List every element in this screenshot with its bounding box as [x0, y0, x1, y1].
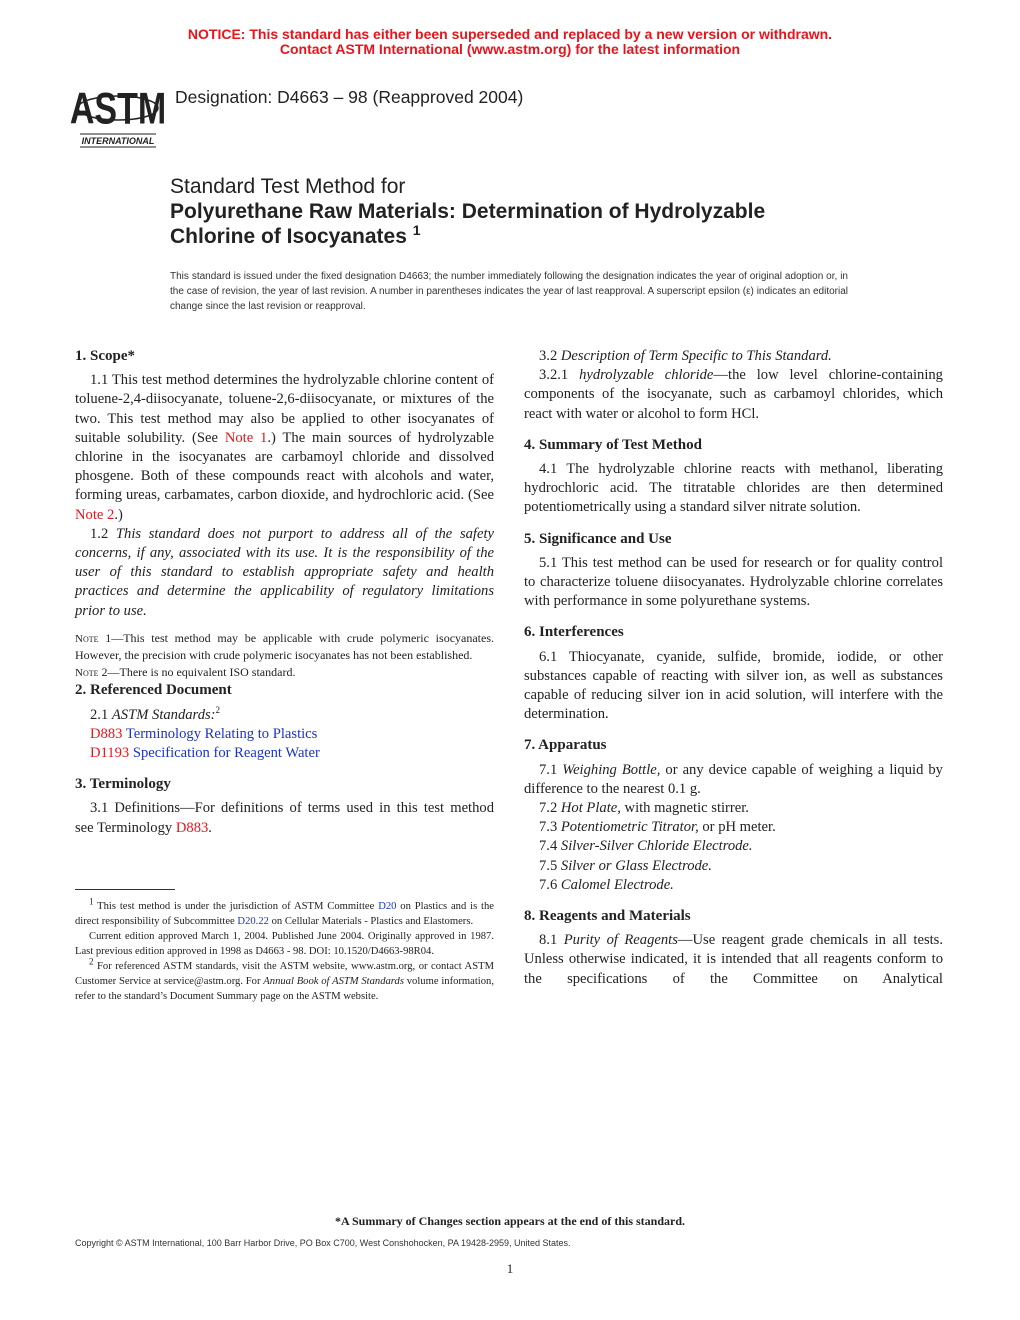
footnote-ref: 1	[89, 896, 94, 907]
reference-link[interactable]: Note 1	[224, 429, 268, 446]
paragraph	[524, 931, 943, 989]
text-segment: 2—There is no equivalent ISO standard.	[98, 664, 296, 679]
text-segment: 4. Summary of Test Method	[524, 436, 702, 453]
text-segment: 5.1 This test method can be used for research or for quality control to characterize toluene diisocyanates. Hydrolyzable chlorine correlates with performance in some polyurethane systems.	[524, 554, 943, 610]
text-segment: 3.1 Definitions—For definitions of terms used in this test method see Terminology	[75, 800, 494, 836]
title-line-1: Standard Test Method for	[170, 175, 406, 198]
reference-link[interactable]: D20	[378, 901, 397, 912]
paragraph	[524, 648, 943, 725]
logo-letters: ASTM	[69, 84, 167, 134]
text-segment: 7.3	[539, 819, 561, 836]
note	[75, 630, 494, 664]
text-segment: Description of Term Specific to This Standard.	[560, 348, 832, 364]
text-segment: 7.2	[539, 800, 561, 817]
footnote-ref: 2	[215, 704, 221, 715]
document-title	[170, 174, 765, 249]
text-segment: .)	[114, 506, 123, 523]
text-segment: Note	[75, 666, 99, 679]
text-segment: 8.1	[539, 932, 564, 949]
text-segment: Note	[75, 632, 99, 645]
text-segment: .	[208, 819, 212, 836]
text-segment: 1—This test method may be applicable with crude polymeric isocyanates. However, the precision with crude polymeric isocyanates has not been established.	[75, 630, 494, 663]
section-heading	[524, 436, 943, 455]
text-segment: 3.2	[539, 348, 561, 364]
copyright: Copyright © ASTM International, 100 Barr Harbor Drive, PO Box C700, West Conshohocken, PA 19428-2959, United States.	[75, 1238, 571, 1248]
left-column	[75, 347, 494, 838]
text-segment: on Plastics and is the direct responsibility of Subcommittee	[75, 901, 494, 927]
text-segment: 7.6	[539, 876, 561, 893]
text-segment: 7. Apparatus	[524, 737, 607, 754]
footnote-divider	[75, 889, 175, 890]
text-segment: 7.4	[539, 838, 561, 855]
text-segment: hydrolyzable chloride	[579, 367, 714, 384]
text-segment: 6. Interferences	[524, 624, 624, 641]
text-segment: 2. Referenced Document	[75, 682, 232, 699]
note	[75, 664, 494, 682]
reference-link[interactable]: D883	[175, 819, 209, 836]
reference-link[interactable]: Note 2	[75, 506, 115, 523]
text-segment: Calomel Electrode.	[560, 876, 674, 893]
paragraph	[524, 799, 943, 818]
reference-link[interactable]: D20.22	[237, 916, 269, 927]
text-segment: 7.5	[539, 857, 561, 874]
paragraph	[75, 371, 494, 525]
text-segment: on Cellular Materials - Plastics and Elastomers.	[268, 916, 474, 927]
text-segment: with magnetic stirrer.	[620, 800, 749, 817]
right-column	[524, 347, 943, 989]
reference-link[interactable]: D1193	[90, 744, 130, 761]
paragraph	[524, 347, 943, 366]
text-segment: Weighing Bottle,	[562, 761, 661, 778]
reference-link[interactable]: Specification for Reagent Water	[132, 744, 320, 761]
section-heading	[524, 623, 943, 642]
designation: Designation: D4663 – 98 (Reapproved 2004)	[175, 87, 524, 107]
text-segment: 6.1 Thiocyanate, cyanide, sulfide, bromide, iodide, or other substances capable of reacting with silver ion, as well as substances capable of reducing silver ion in acid solution, will interfere with the determination.	[524, 648, 943, 723]
text-segment: This test method is under the jurisdiction of ASTM Committee	[93, 901, 379, 912]
footnote-ref: 2	[89, 956, 94, 967]
paragraph	[75, 799, 494, 837]
text-segment: 4.1 The hydrolyzable chlorine reacts with methanol, liberating hydrochloric acid. The titratable chlorides are then determined potentiometrically using a standard silver nitrate solution.	[524, 461, 943, 516]
paragraph	[524, 837, 943, 856]
title-line-2: Polyurethane Raw Materials: Determination of Hydrolyzable	[170, 200, 766, 223]
text-segment: volume information, refer to the standard’s Document Summary page on the ASTM website.	[75, 976, 494, 1002]
paragraph	[524, 857, 943, 876]
page-number: 1	[506, 1261, 514, 1276]
text-segment: 8. Reagents and Materials	[524, 908, 691, 925]
paragraph	[75, 956, 494, 1004]
notice-line-1: NOTICE: This standard has either been superseded and replaced by a new version or withdrawn.	[187, 26, 833, 42]
paragraph	[75, 929, 494, 959]
text-segment: Current edition approved March 1, 2004. Published June 2004. Originally approved in 1987. Last previous edition approved in 1998 as D4663 - 98. DOI: 10.1520/D4663-98R04.	[75, 931, 494, 957]
footnotes	[75, 896, 494, 1004]
astm-logo	[69, 74, 167, 150]
text-segment: 1.2	[90, 525, 116, 542]
text-segment: 2.1	[90, 706, 112, 723]
text-segment: Potentiometric Titrator,	[560, 819, 699, 836]
section-heading	[75, 681, 494, 700]
paragraph	[75, 525, 494, 621]
text-segment: 3. Terminology	[75, 776, 171, 793]
paragraph	[524, 818, 943, 837]
text-segment: 3.2.1	[539, 367, 580, 384]
text-segment: 7.1	[539, 761, 563, 778]
text-segment: or any device capable of weighing a liquid by difference to the nearest 0.1 g.	[524, 761, 943, 797]
title-line-3: Chlorine of Isocyanates	[170, 225, 407, 248]
section-heading	[524, 736, 943, 755]
text-segment: Purity of Reagents	[563, 932, 678, 949]
text-segment: For referenced ASTM standards, visit the ASTM website, www.astm.org, or contact ASTM Customer Service at service@astm.org. For	[75, 961, 494, 987]
paragraph	[524, 366, 943, 424]
paragraph	[75, 744, 494, 763]
section-heading	[524, 530, 943, 549]
logo-subtext: INTERNATIONAL	[81, 136, 155, 146]
paragraph	[75, 725, 494, 744]
preamble: This standard is issued under the fixed designation D4663; the number immediately following the designation indicates the year of original adoption or, in the case of revision, the year of last revision. A number in parentheses indicates the year of last reapproval. A superscript epsilon (ε) indicates an editorial change since the last revision or reapproval.	[170, 271, 848, 312]
text-segment: Hot Plate,	[560, 800, 621, 817]
paragraph	[524, 876, 943, 895]
paragraph	[75, 706, 494, 725]
text-segment: or pH meter.	[698, 819, 776, 836]
paragraph	[524, 554, 943, 612]
text-segment: —Use reagent grade chemicals in all tests. Unless otherwise indicated, it is intended that all reagents conform to the specifications of the Committee on Analytical	[524, 932, 944, 987]
text-segment: This standard does not purport to address all of the safety concerns, if any, associated with its use. It is the responsibility of the user of this standard to establish appropriate safety and health practices and determine the applicability of regulatory limitations prior to use.	[75, 525, 494, 619]
text-segment: .) The main sources of hydrolyzable chlorine in the isocyanates are carbamoyl chloride and dissolved phosgene. Both of these compounds react with alcohols and water, forming ureas, carbamates, carbon dioxide, and hydrochloric acid. (See	[75, 429, 494, 504]
section-heading	[75, 775, 494, 794]
title-footnote-mark: 1	[412, 222, 421, 238]
notice-line-2: Contact ASTM International (www.astm.org) for the latest information	[279, 41, 741, 57]
paragraph	[524, 460, 943, 518]
text-segment: Silver-Silver Chloride Electrode.	[560, 838, 753, 855]
paragraph	[524, 761, 943, 799]
reference-link[interactable]: Terminology Relating to Plastics	[125, 725, 318, 742]
text-segment: Annual Book of ASTM Standards	[263, 976, 404, 987]
summary-note: *A Summary of Changes section appears at the end of this standard.	[334, 1214, 686, 1228]
text-segment: 1.1 This test method determines the hydrolyzable chlorine content of toluene-2,4-diisocyanate, toluene-2,6-diisocyanate, or mixtures of the two. This test method may also be applied to other isocyanates of suitable solubility. (See	[75, 372, 494, 446]
text-segment: 1. Scope*	[75, 348, 135, 364]
reference-link[interactable]: D883	[90, 725, 123, 742]
text-segment: 5. Significance and Use	[524, 530, 672, 547]
section-heading	[75, 347, 494, 366]
text-segment: ASTM Standards:	[111, 706, 216, 723]
paragraph	[75, 896, 494, 929]
text-segment: Silver or Glass Electrode.	[560, 857, 712, 874]
section-heading	[524, 907, 943, 926]
text-segment: —the low level chlorine-containing components of the isocyanate, such as carbamoyl chlorides, which react with water or alcohol to form HCl.	[524, 367, 943, 422]
